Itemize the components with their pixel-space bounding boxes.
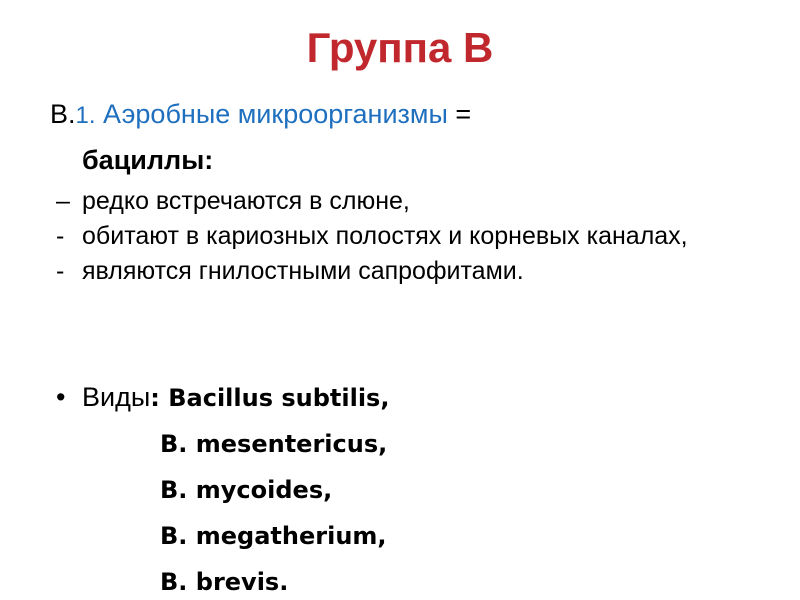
section-subheading: бациллы: xyxy=(82,145,214,175)
equals-sign: = xyxy=(447,99,472,129)
dash-marker: - xyxy=(56,222,65,250)
section-number: 1. xyxy=(75,102,96,129)
section-heading xyxy=(50,92,471,182)
list-item-text: редко встречаются в слюне, xyxy=(82,187,410,215)
property-list xyxy=(56,184,756,289)
species-row xyxy=(56,512,756,558)
species-name: B. megatherium, xyxy=(160,522,387,550)
list-item-text: являются гнилостными сапрофитами. xyxy=(82,257,524,285)
dash-marker: – xyxy=(56,187,70,215)
species-colon: : xyxy=(150,384,160,412)
species-row xyxy=(56,374,756,420)
section-title: Аэробные микроорганизмы xyxy=(95,99,448,129)
section-letter: В. xyxy=(50,99,76,129)
species-row xyxy=(56,420,756,466)
species-name: B. mesentericus, xyxy=(160,430,388,458)
list-item xyxy=(56,184,756,219)
species-list xyxy=(56,374,756,600)
species-row xyxy=(56,558,756,600)
list-item xyxy=(56,219,756,254)
species-name: B. mycoides, xyxy=(160,476,333,504)
list-item-text: обитают в кариозных полостях и корневых каналах, xyxy=(82,222,688,250)
list-item xyxy=(56,254,756,289)
species-name: Bacillus subtilis, xyxy=(159,384,390,412)
bullet-marker: • xyxy=(56,382,66,412)
species-name: B. brevis. xyxy=(160,568,289,596)
species-label: Виды xyxy=(82,382,151,412)
species-row xyxy=(56,466,756,512)
dash-marker: - xyxy=(56,257,65,285)
slide-title: Группа В xyxy=(306,24,494,71)
